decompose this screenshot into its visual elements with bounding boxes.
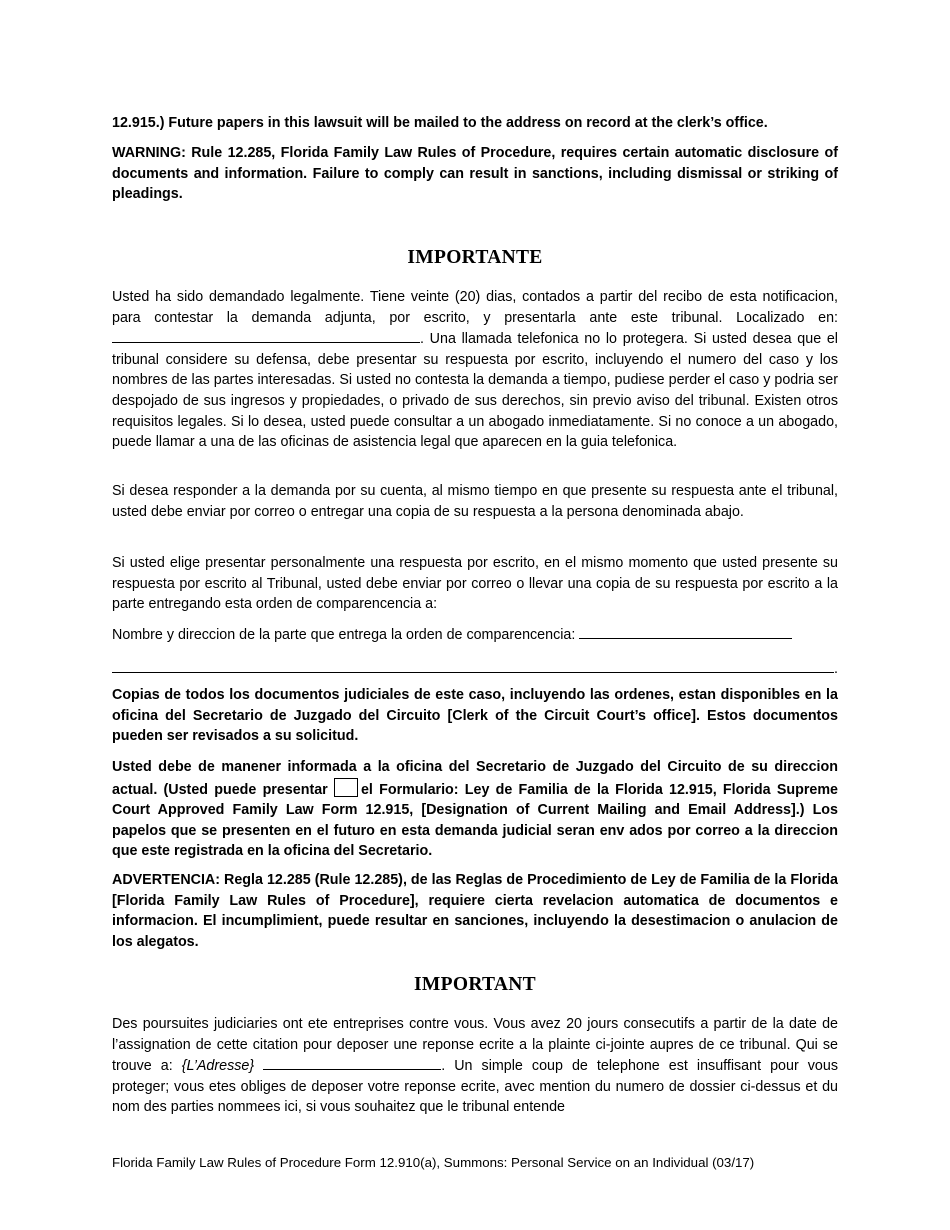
name-address-second-line [112, 654, 838, 680]
form-12915-checkbox[interactable] [334, 778, 358, 797]
spanish-address-paragraph [112, 757, 838, 862]
french-address-blank[interactable] [263, 1055, 441, 1070]
french-p1-text-a: Des poursuites judiciaries ont ete entreprises contre vous. Vous avez 20 jours consecutifs a partir de la date de l’assignation de cette citation pour deposer une reponse ecrite a la plainte ci-jointe aupres de ce tribunal. Qui se trouve a: [112, 1016, 838, 1075]
address-blank[interactable] [112, 328, 420, 343]
name-address-label: Nombre y direccion de la parte que entrega la orden de comparencencia: [112, 627, 576, 643]
french-p1-text-b: . Un simple coup de telephone est insuffisant pour vous proteger; vous etes obliges de deposer votre reponse ecrite, avec mention du numero de dossier ci-dessus et du nom des parties nommees ici, si vous souhaitez que le tribunal entende [112, 1058, 838, 1116]
page-footer: Florida Family Law Rules of Procedure Form 12.910(a), Summons: Personal Service on an Individual (03/17) [112, 1155, 755, 1170]
french-heading: IMPORTANT [414, 974, 536, 995]
spanish-paragraph-2: Si desea responder a la demanda por su cuenta, al mismo tiempo en que presente su respuesta ante el tribunal, usted debe enviar por correo o entregar una copia de su respuesta a la persona denominada abajo. [112, 483, 838, 520]
warning-paragraph: WARNING: Rule 12.285, Florida Family Law Rules of Procedure, requires certain automatic disclosure of documents and information. Failure to comply can result in sanctions, including dismissal or striking of pleadings. [112, 145, 838, 203]
spanish-paragraph-3: Si usted elige presentar personalmente una respuesta por escrito, en el mismo momento que usted presente su respuesta por escrito al Tribunal, usted debe enviar por correo o llevar una copia de su respuesta por escrito a la parte entregando esta orden de comparencencia a: [112, 555, 838, 613]
spanish-p1-text-a: Usted ha sido demandado legalmente. Tiene veinte (20) dias, contados a partir del recibo de esta notificacion, para contestar la demanda adjunta, por escrito, y presentarla ante este tribunal. Localizado en: [112, 289, 838, 326]
name-address-blank[interactable] [579, 624, 792, 639]
spanish-paragraph-1 [112, 287, 838, 453]
french-address-label: {L’Adresse} [181, 1058, 255, 1075]
spanish-p6-text-a: Usted debe de manener informada a la oficina del Secretario de Juzgado del Circuito de su direccion actual. (Usted puede presentar [112, 759, 838, 798]
spanish-heading: IMPORTANTE [407, 247, 543, 268]
name-address-blank-2[interactable] [112, 654, 834, 673]
intro-paragraph-1: 12.915.) Future papers in this lawsuit will be mailed to the address on record at the clerk’s office. [112, 115, 768, 131]
spanish-p6-text-b: el Formulario: Ley de Familia de la Florida 12.915, Florida Supreme Court Approved Family Law Form 12.915, [Designation of Current Mailing and Email Address].) Los papelos que se presenten en el futuro en esta demanda judicial seran env ados por correo a la direccion que este registrada en la oficina del Secretario. [112, 781, 838, 860]
spanish-copies-paragraph: Copias de todos los documentos judiciales de este caso, incluyendo las ordenes, estan disponibles en la oficina del Secretario de Juzgado del Circuito [Clerk of the Circuit Court’s office]. Estos documentos pueden ser revisados a su solicitud. [112, 687, 838, 745]
name-address-line [112, 624, 838, 646]
french-paragraph-1 [112, 1014, 838, 1118]
spanish-p1-text-b: . Una llamada telefonica no lo protegera. Si usted desea que el tribunal considere su defensa, debe presentar su respuesta por escrito, incluyendo el numero del caso y los nombres de las partes interesadas. Si usted no contesta la demanda a tiempo, pudiese perder el caso y podria ser despojado de sus ingresos y propiedades, o privado de sus derechos, sin previo aviso del tribunal. Existen otros requisitos legales. Si lo desea, usted puede consultar a un abogado inmediatamente. Si no conoce a un abogado, puede llamar a una de las oficinas de asistencia legal que aparecen en la guia telefonica. [112, 331, 838, 451]
line-end-period: . [834, 661, 838, 677]
spanish-warning-paragraph: ADVERTENCIA: Regla 12.285 (Rule 12.285), de las Reglas de Procedimiento de Ley de Familia de la Florida [Florida Family Law Rules of Procedure], requiere cierta revelacion automatica de documentos e informacion. El incumplimient, puede resultar en sanciones, incluyendo la desestimacion o anulacion de los alegatos. [112, 872, 838, 950]
